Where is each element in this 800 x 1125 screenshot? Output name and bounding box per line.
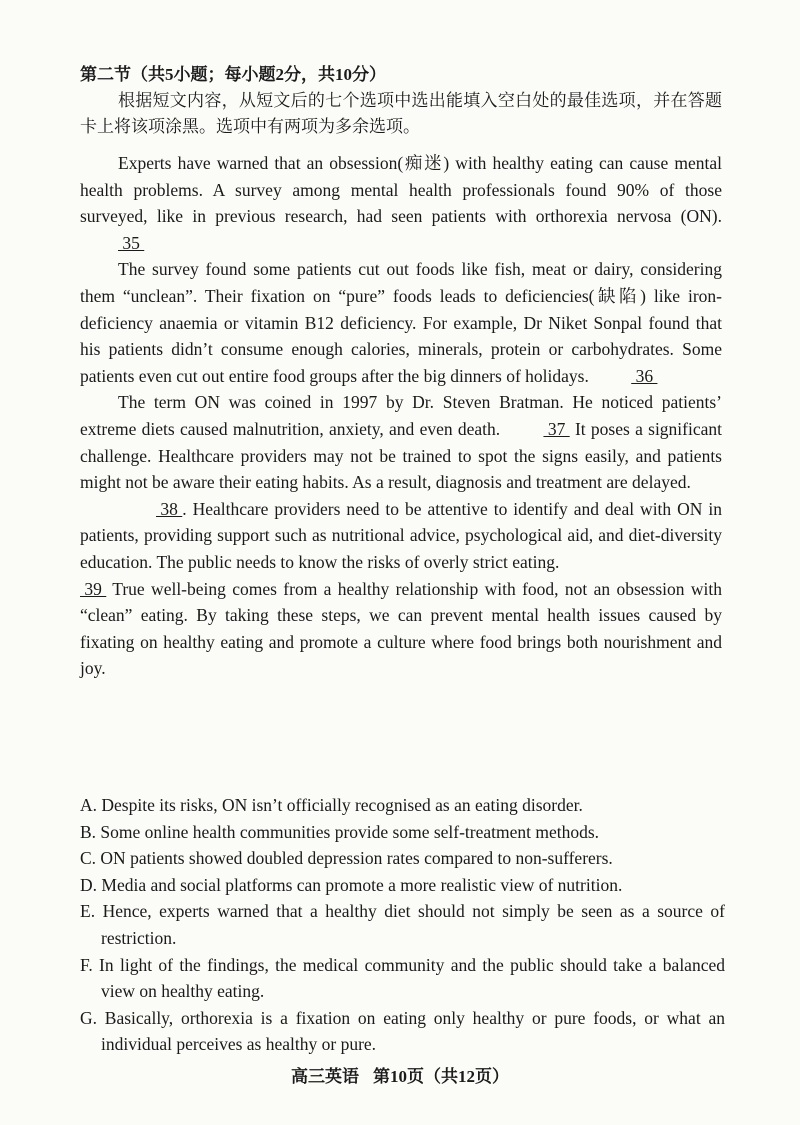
- blank-38: 38: [156, 498, 183, 519]
- blank-39: 39: [80, 578, 107, 599]
- blank-37: 37: [543, 418, 570, 439]
- paragraph-3: [80, 389, 722, 495]
- paragraph-3-text-before: The term ON was coined in 1997 by Dr. Steven Bratman. He noticed patients’ extreme diets caused malnutrition, anxiety, and even death.: [80, 392, 722, 439]
- paragraph-1-text: Experts have warned that an obsession(痴迷) with healthy eating can cause mental health problems. A survey among mental health professionals found 90% of those surveyed, like in previous research, had seen patients with orthorexia nervosa (ON).: [80, 153, 722, 227]
- page-footer: [0, 1062, 800, 1087]
- option-f: F. In light of the findings, the medical community and the public should take a balanced view on healthy eating.: [80, 954, 725, 1002]
- option-b: B. Some online health communities provide some self-treatment methods.: [80, 821, 600, 842]
- footer-subject: 高三英语: [291, 1067, 359, 1086]
- option-a: A. Despite its risks, ON isn’t officially recognised as an eating disorder.: [80, 795, 583, 815]
- option-e: E. Hence, experts warned that a healthy diet should not simply be seen as a source of restriction.: [80, 901, 725, 948]
- option-c: C. ON patients showed doubled depression rates compared to non-sufferers.: [80, 848, 613, 869]
- answer-options: [80, 792, 725, 1058]
- section-title: 第二节（共5小题；每小题2分，共10分）: [80, 65, 386, 84]
- paragraph-5-text: True well-being comes from a healthy relationship with food, not an obsession with “clean” eating. By taking these steps, we can prevent mental health issues caused by fixating on healthy eating and promote a culture where food brings both nourishment and joy.: [80, 578, 722, 679]
- paragraph-3-text-after: It poses a significant challenge. Healthcare providers may not be trained to spot the signs easily, and patients might not be aware their eating habits. As a result, diagnosis and treatment are delayed.: [80, 418, 723, 493]
- reading-passage: [80, 150, 722, 682]
- option-g: G. Basically, orthorexia is a fixation on eating only healthy or pure foods, or what an individual perceives as healthy or pure.: [80, 1007, 725, 1055]
- paragraph-4: [80, 496, 722, 576]
- paragraph-2: [80, 256, 722, 389]
- paragraph-5: [80, 576, 722, 682]
- blank-35: 35: [118, 232, 145, 253]
- section-instructions: 根据短文内容，从短文后的七个选项中选出能填入空白处的最佳选项，并在答题卡上将该项涂黑。选项中有两项为多余选项。: [80, 91, 722, 136]
- paragraph-2-text: The survey found some patients cut out foods like fish, meat or dairy, considering them “unclean”. Their fixation on “pure” foods leads to deficiencies(缺陷) like iron-deficiency anaemia or vitamin B12 deficiency. For example, Dr Niket Sonpal found that his patients didn’t consume enough calories, minerals, protein or carbohydrates. Some patients even cut out entire food groups after the big dinners of holidays.: [80, 259, 722, 386]
- paragraph-4-text: . Healthcare providers need to be attentive to identify and deal with ON in patients, providing support such as nutritional advice, psychological aid, and diet-diversity education. The public needs to know the risks of overly strict eating.: [80, 498, 722, 572]
- blank-36: 36: [631, 365, 658, 386]
- footer-page-number: 第10页（共12页）: [373, 1067, 509, 1086]
- paragraph-1: [80, 150, 722, 256]
- option-d: D. Media and social platforms can promote a more realistic view of nutrition.: [80, 874, 623, 895]
